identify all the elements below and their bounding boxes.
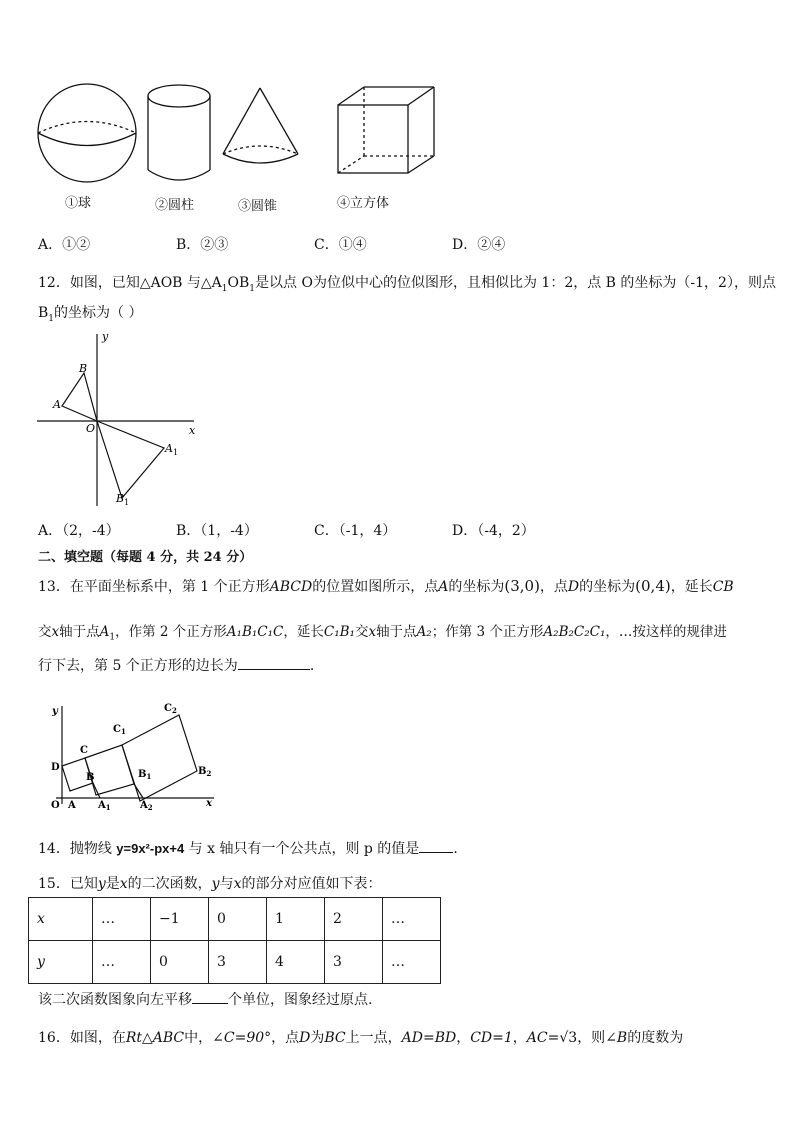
fig-point-a: A <box>53 398 61 411</box>
q12-option-a: A．（2，-4） <box>38 523 120 539</box>
value-table <box>28 897 441 984</box>
fig13-o: O <box>51 800 60 810</box>
table-cell: … <box>93 898 151 941</box>
fig13-y: y <box>52 706 58 717</box>
table-cell: 3 <box>209 941 267 984</box>
table-cell: −1 <box>151 898 209 941</box>
q13-line2: 交x轴于点$A_1$，作第 2 个正方形A₁B₁C₁C，延长C₁B₁交x轴于点A₂；作第 3 个正方形A₂B₂C₂C₁，…按这样的规律进 <box>38 624 727 643</box>
table-cell: 2 <box>325 898 383 941</box>
fig13-b2: $B_2$ <box>198 766 212 778</box>
q11-option-c: C．①④ <box>314 237 367 253</box>
square-3 <box>122 715 197 801</box>
sphere-label: ①球 <box>65 196 92 211</box>
table-row <box>29 898 441 941</box>
q11-option-d: D．②④ <box>452 237 506 253</box>
q11-option-a: A．①② <box>38 237 91 253</box>
cone-label: ③圆锥 <box>238 199 278 214</box>
q15-answer-blank[interactable] <box>192 989 228 1004</box>
q14-answer-blank[interactable] <box>419 838 453 853</box>
fig-origin-label: O <box>86 422 96 435</box>
table-cell: … <box>383 898 441 941</box>
cube-figure <box>338 87 434 173</box>
q16-line: 16．如图，在Rt△ABC中，∠C=90°，点D为BC上一点，AD=BD，CD=1，AC=√3，则∠B的度数为 <box>38 1030 684 1046</box>
fig-y-label: y <box>102 330 109 343</box>
q13-answer-blank[interactable] <box>238 655 310 670</box>
fig-point-a1: $A_1$ <box>165 442 179 457</box>
cylinder-figure <box>148 85 210 180</box>
fig13-c2: $C_2$ <box>164 703 177 715</box>
triangle-a1ob1 <box>97 421 164 498</box>
fig13-a1: $A_1$ <box>98 800 111 810</box>
table-cell: 1 <box>267 898 325 941</box>
cube-label: ④立方体 <box>337 196 390 211</box>
fig13-a2: $A_2$ <box>140 800 153 810</box>
q15-line1: 15．已知y是x的二次函数，y与x的部分对应值如下表： <box>38 876 382 892</box>
table-cell: … <box>383 941 441 984</box>
sphere-figure <box>38 84 136 182</box>
fig13-a: A <box>68 800 76 810</box>
table-cell: x <box>29 898 93 941</box>
q14-line: 14．抛物线 y=9x²-px+4 与 x 轴只有一个公共点，则 p 的值是 . <box>38 838 458 858</box>
fig13-b: B <box>86 772 95 783</box>
table-cell: y <box>29 941 93 984</box>
table-cell: 0 <box>209 898 267 941</box>
table-cell: 4 <box>267 941 325 984</box>
fig13-x: x <box>206 798 212 809</box>
q13-figure <box>44 698 226 810</box>
cylinder-label: ②圆柱 <box>155 198 195 213</box>
fig-point-b: B <box>79 362 88 375</box>
table-row <box>29 941 441 984</box>
fig-x-label: x <box>189 424 196 437</box>
q13-line3: 行下去，第 5 个正方形的边长为 . <box>38 655 314 675</box>
fig13-c1: $C_1$ <box>113 724 126 736</box>
q11-option-b: B．②③ <box>176 237 229 253</box>
square-2 <box>85 745 134 795</box>
q12-stem-line1: 12．如图，已知△AOB 与$\triangle A_1OB_1$是以点 O为位似中心的位似图形，且相似比为 1：2，点 B 的坐标为（-1，2），则点 <box>38 275 776 294</box>
cone-figure <box>223 88 298 163</box>
table-cell: … <box>93 941 151 984</box>
triangle-aob <box>62 373 97 421</box>
fig13-c: C <box>80 745 88 756</box>
fig-point-b1: $B_1$ <box>116 492 130 507</box>
table-cell: 3 <box>325 941 383 984</box>
table-cell: 0 <box>151 941 209 984</box>
fig13-d: D <box>51 762 60 773</box>
section-title: 二、填空题（每题 4 分，共 24 分） <box>38 550 253 565</box>
q15-after: 该二次函数图象向左平移 个单位，图象经过原点. <box>38 989 372 1009</box>
q12-option-b: B．（1，-4） <box>176 523 258 539</box>
q11-figures <box>30 78 450 188</box>
fig13-b1: $B_1$ <box>138 769 152 781</box>
q12-option-d: D．（-4，2） <box>452 523 535 539</box>
q12-figure <box>34 326 204 512</box>
q12-stem-line2: $B_1$的坐标为（ ） <box>38 305 143 324</box>
q12-option-c: C．（-1，4） <box>314 523 397 539</box>
q13-line1: 13．在平面坐标系中，第 1 个正方形ABCD的位置如图所示，点A的坐标为(3,0)，点D的坐标为(0,4)，延长CB <box>38 577 734 595</box>
